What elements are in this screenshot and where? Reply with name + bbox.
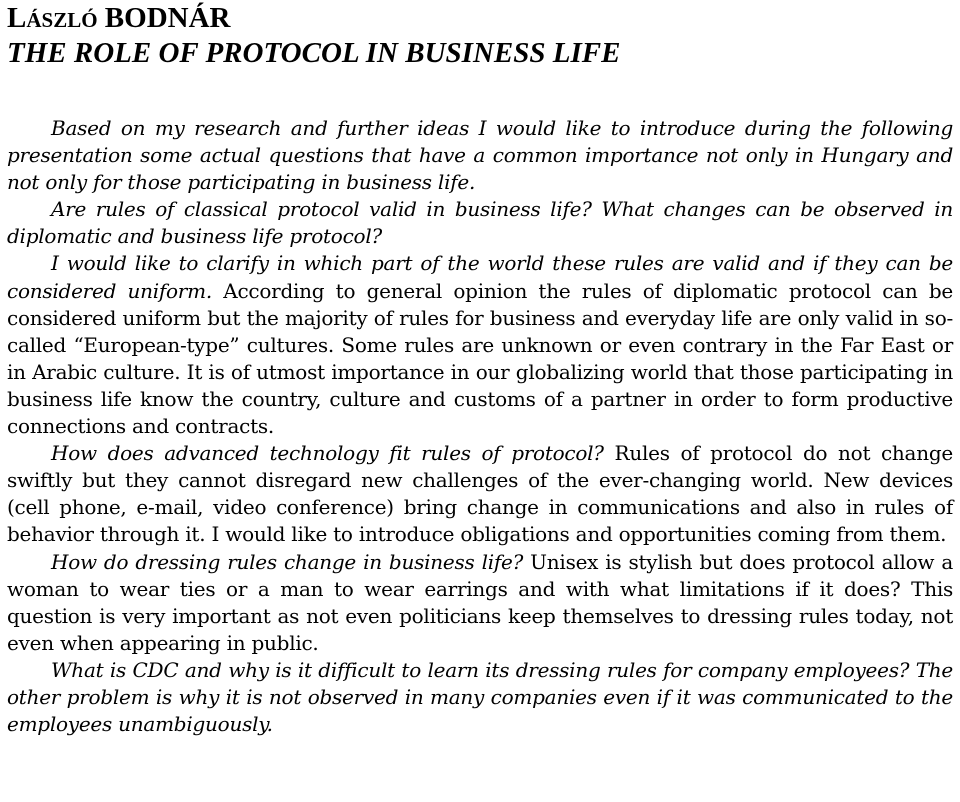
paragraph-intro-italic: Based on my research and further ideas I would like to introduce during the following presentation some actual questions that have a common importance not only in Hungary and not only for those participating in business life.	[7, 116, 953, 195]
paragraph-uniform-rules	[7, 250, 953, 440]
paragraph-classical-protocol	[7, 196, 953, 250]
paragraph-dressing-rules-italic: How do dressing rules change in business life?	[51, 549, 524, 574]
paragraph-dressing-rules-normal: Unisex is stylish but does protocol allow a woman to wear ties or a man to wear earrings and with what limitations if it does? This question is very important as not even politicians keep themselves to dressing rules today, not even when appearing in public.	[7, 549, 953, 655]
article-body	[7, 115, 953, 738]
author-initial: L	[7, 2, 27, 34]
paragraph-intro	[7, 115, 953, 196]
paragraph-technology-italic: How does advanced technology fit rules of protocol?	[51, 441, 604, 466]
paragraph-classical-protocol-italic: Are rules of classical protocol valid in business life? What changes can be observed in diplomatic and business life protocol?	[7, 197, 953, 249]
author-last-name: BODNÁR	[104, 2, 231, 34]
paragraph-cdc-italic: What is CDC and why is it difficult to learn its dressing rules for company employees? The other problem is why it is not observed in many companies even if it was communicated to the employees unambiguously.	[7, 657, 953, 737]
author-first-name-rest: ÁSZLÓ	[26, 8, 98, 32]
paragraph-cdc	[7, 657, 953, 738]
paragraph-uniform-rules-italic: I would like to clarify in which part of the world these rules are valid and if they can be considered uniform.	[7, 251, 953, 303]
article-title: THE ROLE OF PROTOCOL IN BUSINESS LIFE	[7, 37, 621, 69]
paragraph-uniform-rules-normal: According to general opinion the rules of diplomatic protocol can be considered uniform but the majority of rules for business and everyday life are only valid in so-called “European-type” cultures. Some rules are unknown or even contrary in the Far East or in Arabic culture. It is of utmost importance in our globalizing world that those participating in business life know the country, culture and customs of a partner in order to form productive connections and contracts.	[7, 278, 953, 439]
paragraph-technology	[7, 440, 953, 548]
author-name	[7, 0, 953, 36]
paragraph-dressing-rules	[7, 549, 953, 657]
paragraph-technology-normal: Rules of protocol do not change swiftly but they cannot disregard new challenges of the ever-changing world. New devices (cell phone, e-mail, video conference) bring change in communications and also in rules of behavior through it. I would like to introduce obligations and opportunities coming from them.	[7, 441, 953, 547]
